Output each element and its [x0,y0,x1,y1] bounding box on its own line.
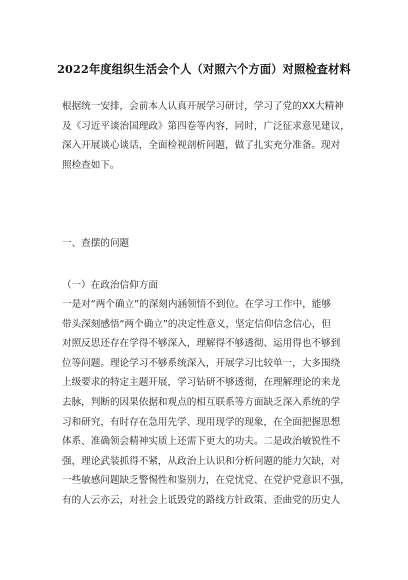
body-line: 上级要求的特定主题开展，学习钻研不够透彻，在理解理论的来龙 [62,377,341,389]
intro-paragraph [62,97,358,175]
body-line: 对照反思还存在学得不够深入，理解得不够透彻、运用得也不够到 [62,338,341,350]
body-line: 一是对“两个确立”的深刻内涵领悟不到位。在学习工作中，能够 [62,299,331,310]
body-line: 习和研究，有时存在急用先学、现用现学的现象，在全面把握思想 [62,416,341,428]
body-paragraph [62,295,358,511]
intro-line: 根据统一安排，会前本人认真开展学习研讨，学习了党的XX大精神 [62,101,344,112]
body-line: 有的人云亦云，对社会上诋毁党的路线方针政策、歪曲党的历史人 [62,494,341,506]
intro-line: 及《习近平谈治国理政》第四卷等内容，同时，广泛征求意见建议， [62,120,350,132]
body-line: 位等问题。理论学习不够系统深入，开展学习比较单一，大多围绕 [62,357,341,369]
body-line: 一些敏感问题缺乏警惕性和鉴别力，在党忧党、在党护党意识不强， [62,475,350,487]
intro-line: 照检查如下。 [62,159,120,171]
subsection-heading: （一）在政治信仰方面 [62,280,158,291]
body-line: 强，理论武装抓得不紧，从政治上认识和分析问题的能力欠缺，对 [62,455,341,467]
body-line: 带头深刻感悟“两个确立”的决定性意义，坚定信仰信念信心，但 [62,318,331,330]
document-title: 2022年度组织生活会个人（对照六个方面）对照检查材料 [57,62,351,76]
section-heading: 一、查摆的问题 [62,238,130,249]
body-line: 体系、准确领会精神实质上还需下更大的功夫。二是政治敏锐性不 [62,436,341,448]
body-line: 去脉，判断的因果依据和观点的相互联系等方面缺乏深入系统的学 [62,396,341,408]
intro-line: 深入开展谈心谈话，全面检视剖析问题，做了扎实充分准备。现对 [62,140,341,152]
